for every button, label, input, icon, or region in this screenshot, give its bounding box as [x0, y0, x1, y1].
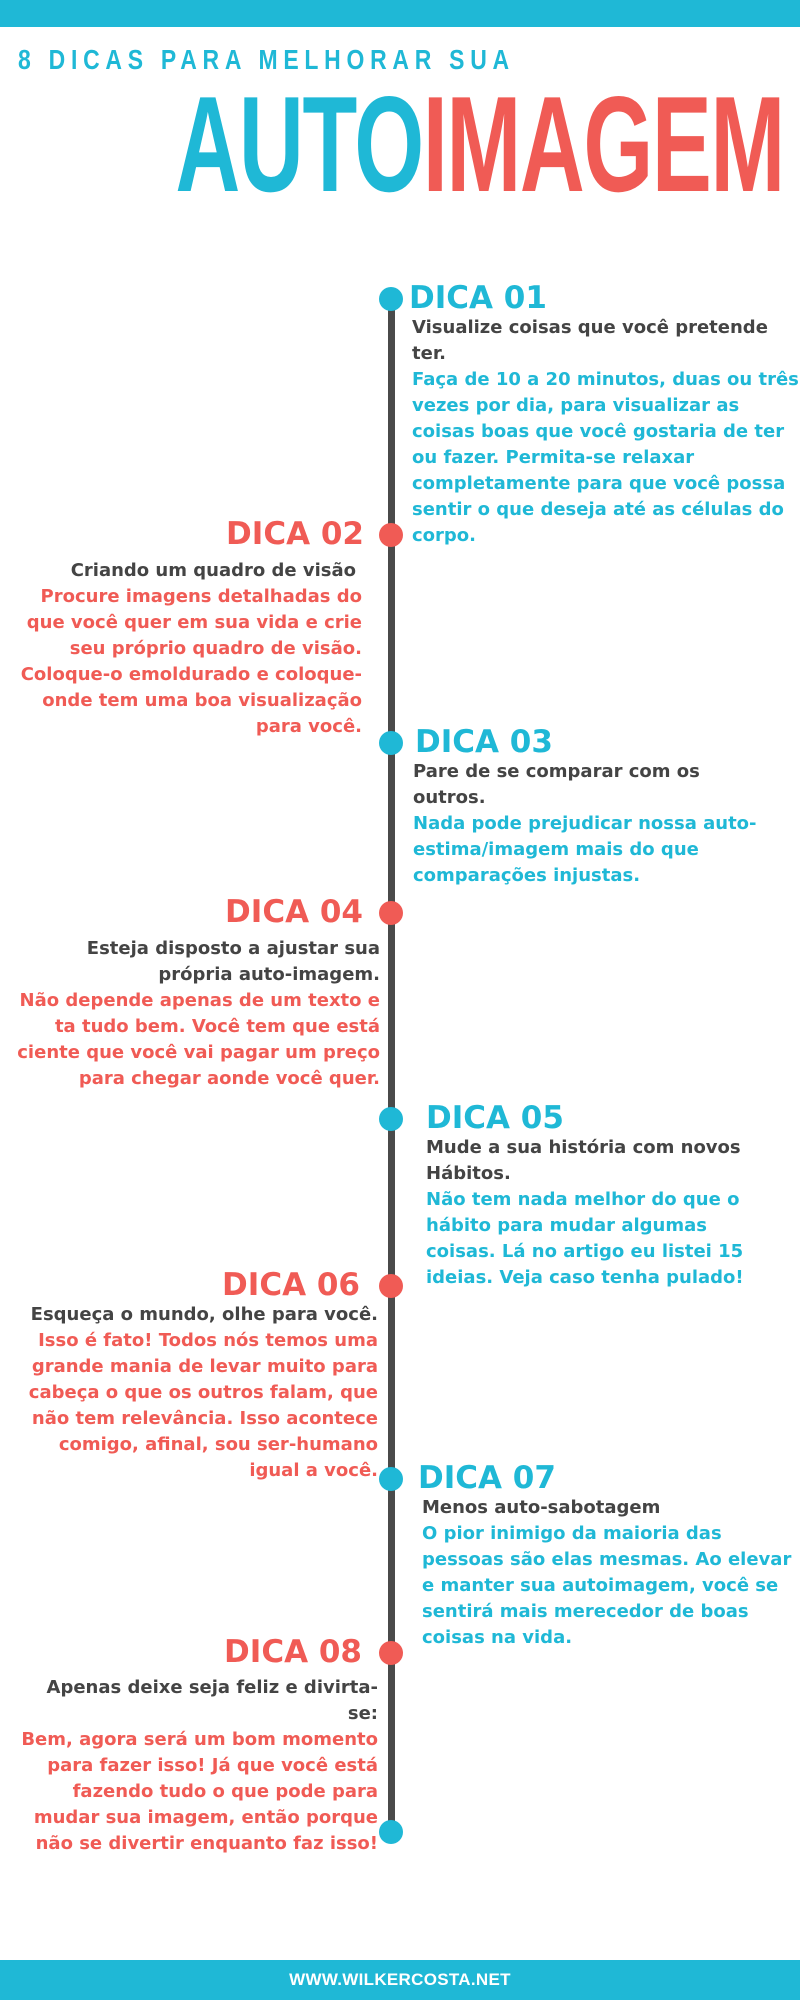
tip-05 [426, 1101, 800, 1291]
tip-body: Isso é fato! Todos nós temos uma grande mania de levar muito para cabeça o que os outros falam, que não tem relevância. Isso acontece comigo, afinal, sou ser-humano igual a você. [28, 1330, 378, 1481]
tip-heading: Criando um quadro de visão [70, 560, 356, 581]
tip-07 [418, 1461, 800, 1651]
tip-heading: Esqueça o mundo, olhe para você. [30, 1304, 378, 1325]
footer-website-link[interactable]: WWW.WILKERCOSTA.NET [289, 1970, 511, 1989]
tip-heading: Apenas deixe seja feliz e divirta-se: [46, 1677, 378, 1724]
title-part-auto: AUTO [175, 68, 423, 220]
tip-body: Não depende apenas de um texto e ta tudo bem. Você tem que está ciente que você vai pagar um preço para chegar aonde você quer. [17, 990, 380, 1089]
timeline-dot-end [379, 1820, 403, 1844]
title-part-imagem: IMAGEM [422, 68, 784, 220]
tip-label: DICA 07 [418, 1460, 556, 1496]
tip-body: O pior inimigo da maioria das pessoas são elas mesmas. Ao elevar e manter sua autoimagem, você se sentirá mais merecedor de boas coisas na vida. [422, 1523, 792, 1648]
tip-heading: Visualize coisas que você pretende ter. [412, 317, 768, 364]
tip-01 [409, 281, 800, 549]
tip-heading: Menos auto-sabotagem [422, 1497, 661, 1518]
tip-body: Nada pode prejudicar nossa auto-estima/imagem mais do que comparações injustas. [413, 813, 757, 886]
timeline-dot-04 [379, 901, 403, 925]
tip-06 [6, 1268, 378, 1484]
tip-body: Faça de 10 a 20 minutos, duas ou três vezes por dia, para visualizar as coisas boas que você gostaria de ter ou fazer. Permita-se relaxar completamente para que você possa sentir o que deseja até as células do corpo. [412, 369, 799, 546]
tip-label: DICA 08 [224, 1634, 362, 1670]
tip-03 [413, 725, 758, 889]
timeline-dot-08 [379, 1641, 403, 1665]
tip-02 [14, 517, 364, 740]
tip-label: DICA 06 [222, 1267, 360, 1303]
tip-04 [0, 895, 380, 1092]
tip-label: DICA 05 [426, 1100, 564, 1136]
timeline-dot-07 [379, 1467, 403, 1491]
tip-08 [20, 1635, 378, 1857]
tip-heading: Esteja disposto a ajustar sua própria auto-imagem. [86, 938, 380, 985]
tip-body: Não tem nada melhor do que o hábito para mudar algumas coisas. Lá no artigo eu listei 15 ideias. Veja caso tenha pulado! [426, 1189, 744, 1288]
infographic-subtitle: 8 DICAS PARA MELHORAR SUA [18, 44, 515, 75]
tip-body: Bem, agora será um bom momento para fazer isso! Já que você está fazendo tudo o que pode para mudar sua imagem, então porque não se divertir enquanto faz isso! [21, 1729, 378, 1854]
tip-heading: Mude a sua história com novos Hábitos. [426, 1137, 741, 1184]
top-accent-bar [0, 0, 800, 27]
tip-label: DICA 02 [226, 516, 364, 552]
timeline-dot-03 [379, 731, 403, 755]
tip-label: DICA 04 [225, 894, 363, 930]
timeline-dot-02 [379, 523, 403, 547]
footer-bar [0, 1960, 800, 2000]
tip-body: Procure imagens detalhadas do que você quer em sua vida e crie seu próprio quadro de visão. Coloque-o emoldurado e coloque-onde tem uma boa visualização para você. [20, 586, 362, 737]
timeline-dot-05 [379, 1107, 403, 1131]
timeline-dot-06 [379, 1274, 403, 1298]
timeline-dot-01 [379, 287, 403, 311]
infographic-title [175, 68, 784, 220]
tip-label: DICA 01 [409, 280, 547, 316]
tip-label: DICA 03 [415, 724, 553, 760]
tip-heading: Pare de se comparar com os outros. [413, 761, 700, 808]
